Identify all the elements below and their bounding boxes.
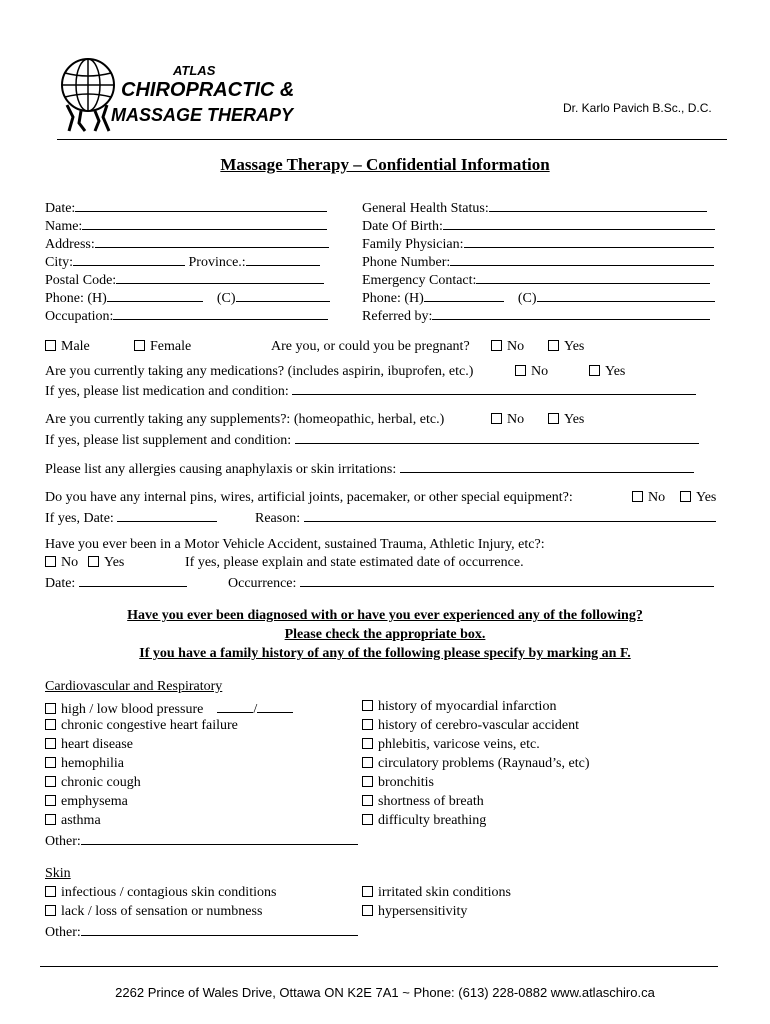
label-hypersensitivity: hypersensitivity [378, 904, 468, 919]
checkbox-icon [134, 340, 145, 351]
field-dob[interactable] [362, 216, 715, 235]
question-accident: Have you ever been in a Motor Vehicle Accident, sustained Trauma, Athletic Injury, etc?: [45, 537, 545, 552]
checkbox-icon [632, 491, 643, 502]
checkbox-icon [515, 365, 526, 376]
logo-massage: MASSAGE THERAPY [111, 105, 294, 125]
checkbox-icon [362, 795, 373, 806]
label-yes: Yes [696, 490, 717, 505]
label-emergency: Emergency Contact: [362, 273, 477, 288]
label-phlebitis: phlebitis, varicose veins, etc. [378, 737, 540, 752]
checkbox-pregnant-yes[interactable] [548, 339, 584, 355]
label-bp-slash: / [253, 702, 258, 717]
field-accident-date[interactable] [45, 573, 187, 592]
cardio-item-emphysema[interactable] [45, 794, 128, 810]
field-emergency[interactable] [362, 270, 710, 289]
label-no: No [531, 364, 549, 379]
field-medications-list[interactable] [45, 381, 696, 400]
checkbox-icon [491, 340, 502, 351]
field-skin-other[interactable] [45, 922, 358, 941]
skin-item-irritated[interactable] [362, 885, 511, 901]
checkbox-pregnant-no[interactable] [491, 339, 524, 355]
checkbox-icon [45, 886, 56, 897]
cardio-item-mi[interactable] [362, 699, 556, 715]
diagnosis-header-2: Please check the appropriate box. [284, 627, 486, 642]
label-sensation: lack / loss of sensation or numbness [61, 904, 263, 919]
footer-address: 2262 Prince of Wales Drive, Ottawa ON K2E 7A1 ~ Phone: (613) 228-0882 www.atlaschiro.ca [115, 985, 655, 1000]
label-referred: Referred by: [362, 309, 433, 324]
checkbox-icon [362, 886, 373, 897]
label-yes: Yes [104, 555, 125, 570]
skin-item-hypersensitivity[interactable] [362, 904, 467, 920]
skin-item-infectious[interactable] [45, 885, 276, 901]
cardio-item-bronchitis[interactable] [362, 775, 434, 791]
label-no: No [61, 555, 79, 570]
label-em-phone-c: (C) [517, 291, 537, 306]
label-pins-reason: Reason: [255, 511, 301, 526]
label-em-phone-h: Phone: (H) [362, 291, 424, 306]
label-phone-number: Phone Number: [362, 255, 451, 270]
doctor-name: Dr. Karlo Pavich B.Sc., D.C. [563, 101, 712, 115]
label-chf: chronic congestive heart failure [61, 718, 238, 733]
label-cardio-other: Other: [45, 834, 81, 849]
label-breathing: difficulty breathing [378, 813, 487, 828]
checkbox-icon [548, 413, 559, 424]
diagnosis-header-1: Have you ever been diagnosed with or have you ever experienced any of the following? [127, 608, 643, 623]
cardio-item-sob[interactable] [362, 794, 484, 810]
checkbox-pins-no[interactable] [632, 490, 665, 506]
cardio-item-bp[interactable] [45, 699, 293, 718]
label-postal: Postal Code: [45, 273, 117, 288]
label-no: No [507, 339, 525, 354]
checkbox-supp-yes[interactable] [548, 412, 584, 428]
checkbox-icon [45, 776, 56, 787]
field-phone-number[interactable] [362, 252, 714, 271]
checkbox-icon [45, 719, 56, 730]
checkbox-icon [362, 700, 373, 711]
logo-atlas: ATLAS [173, 63, 216, 78]
label-occurrence: Occurrence: [228, 576, 297, 591]
checkbox-meds-yes[interactable] [589, 364, 625, 380]
label-allergies: Please list any allergies causing anaphylaxis or skin irritations: [45, 462, 397, 477]
label-bronchitis: bronchitis [378, 775, 434, 790]
label-asthma: asthma [61, 813, 101, 828]
cardio-item-phlebitis[interactable] [362, 737, 540, 753]
checkbox-icon [362, 905, 373, 916]
footer-divider [40, 966, 718, 967]
label-health: General Health Status: [362, 201, 489, 216]
checkbox-female[interactable] [134, 339, 191, 355]
checkbox-icon [548, 340, 559, 351]
cardio-item-asthma[interactable] [45, 813, 101, 829]
label-heart: heart disease [61, 737, 133, 752]
label-cough: chronic cough [61, 775, 141, 790]
field-referred[interactable] [362, 306, 710, 325]
label-occupation: Occupation: [45, 309, 114, 324]
field-emergency-phone[interactable] [362, 288, 715, 307]
checkbox-icon [680, 491, 691, 502]
label-no: No [507, 412, 525, 427]
field-city[interactable] [45, 252, 320, 271]
field-address[interactable] [45, 234, 329, 253]
field-pins-date[interactable] [45, 508, 217, 527]
checkbox-accident-yes[interactable] [88, 555, 124, 571]
cardio-item-breathing[interactable] [362, 813, 486, 829]
logo-chiropractic: CHIROPRACTIC & [121, 79, 295, 101]
checkbox-icon [45, 814, 56, 825]
page-title: Massage Therapy – Confidential Information [220, 155, 550, 174]
label-yes: Yes [564, 339, 585, 354]
label-skin-other: Other: [45, 925, 81, 940]
checkbox-icon [45, 795, 56, 806]
label-supp-follow: If yes, please list supplement and condition: [45, 433, 292, 448]
checkbox-icon [88, 556, 99, 567]
cardio-item-circulatory[interactable] [362, 756, 589, 772]
label-accident-date: Date: [45, 576, 76, 591]
checkbox-icon [362, 719, 373, 730]
label-phone-h: Phone: (H) [45, 291, 107, 306]
diagnosis-header-3: If you have a family history of any of the following please specify by marking an F. [139, 646, 631, 661]
field-name[interactable] [45, 216, 327, 235]
label-circulatory: circulatory problems (Raynaud’s, etc) [378, 756, 590, 771]
field-cardio-other[interactable] [45, 831, 358, 850]
label-infectious: infectious / contagious skin conditions [61, 885, 277, 900]
label-bp: high / low blood pressure [61, 702, 204, 717]
label-female: Female [150, 339, 192, 354]
label-date: Date: [45, 201, 76, 216]
label-mi: history of myocardial infarction [378, 699, 557, 714]
skin-item-sensation[interactable] [45, 904, 262, 920]
field-health[interactable] [362, 198, 707, 217]
field-phone[interactable] [45, 288, 330, 307]
cardio-item-heart[interactable] [45, 737, 133, 753]
label-male: Male [61, 339, 90, 354]
label-province: Province.: [188, 255, 246, 270]
checkbox-supp-no[interactable] [491, 412, 524, 428]
header-divider [57, 139, 727, 140]
clinic-logo [55, 55, 295, 140]
label-dob: Date Of Birth: [362, 219, 443, 234]
label-yes: Yes [605, 364, 626, 379]
label-name: Name: [45, 219, 83, 234]
field-occurrence[interactable] [228, 573, 714, 592]
label-pins-date: If yes, Date: [45, 511, 114, 526]
question-medications: Are you currently taking any medications? (includes aspirin, ibuprofen, etc.) [45, 364, 474, 379]
question-supplements: Are you currently taking any supplements?: (homeopathic, herbal, etc.) [45, 412, 445, 427]
cardio-item-cough[interactable] [45, 775, 141, 791]
label-no: No [648, 490, 666, 505]
checkbox-male[interactable] [45, 339, 90, 355]
checkbox-icon [362, 776, 373, 787]
accident-explain-text: If yes, please explain and state estimated date of occurrence. [185, 555, 524, 570]
checkbox-icon [45, 757, 56, 768]
checkbox-accident-no[interactable] [45, 555, 78, 571]
checkbox-icon [45, 738, 56, 749]
label-address: Address: [45, 237, 95, 252]
checkbox-icon [45, 905, 56, 916]
checkbox-icon [362, 814, 373, 825]
label-emphysema: emphysema [61, 794, 128, 809]
skin-heading: Skin [45, 866, 71, 881]
checkbox-icon [45, 703, 56, 714]
checkbox-icon [362, 757, 373, 768]
label-irritated: irritated skin conditions [378, 885, 511, 900]
checkbox-icon [362, 738, 373, 749]
field-supplements-list[interactable] [45, 430, 699, 449]
cardio-item-cva[interactable] [362, 718, 579, 734]
checkbox-pins-yes[interactable] [680, 490, 716, 506]
label-cva: history of cerebro-vascular accident [378, 718, 579, 733]
question-pins: Do you have any internal pins, wires, artificial joints, pacemaker, or other special equipment?: [45, 490, 573, 505]
field-occupation[interactable] [45, 306, 328, 325]
checkbox-icon [45, 340, 56, 351]
label-meds-follow: If yes, please list medication and condition: [45, 384, 289, 399]
cardio-item-chf[interactable] [45, 718, 238, 734]
checkbox-icon [45, 556, 56, 567]
cardio-heading: Cardiovascular and Respiratory [45, 679, 223, 694]
cardio-item-hemophilia[interactable] [45, 756, 124, 772]
label-sob: shortness of breath [378, 794, 484, 809]
question-pregnant: Are you, or could you be pregnant? [271, 339, 470, 354]
field-postal[interactable] [45, 270, 324, 289]
label-physician: Family Physician: [362, 237, 464, 252]
checkbox-icon [589, 365, 600, 376]
field-allergies[interactable] [45, 459, 694, 478]
field-pins-reason[interactable] [255, 508, 716, 527]
field-physician[interactable] [362, 234, 714, 253]
checkbox-meds-no[interactable] [515, 364, 548, 380]
field-date[interactable] [45, 198, 327, 217]
label-yes: Yes [564, 412, 585, 427]
label-phone-c: (C) [216, 291, 236, 306]
label-hemophilia: hemophilia [61, 756, 124, 771]
checkbox-icon [491, 413, 502, 424]
label-city: City: [45, 255, 74, 270]
